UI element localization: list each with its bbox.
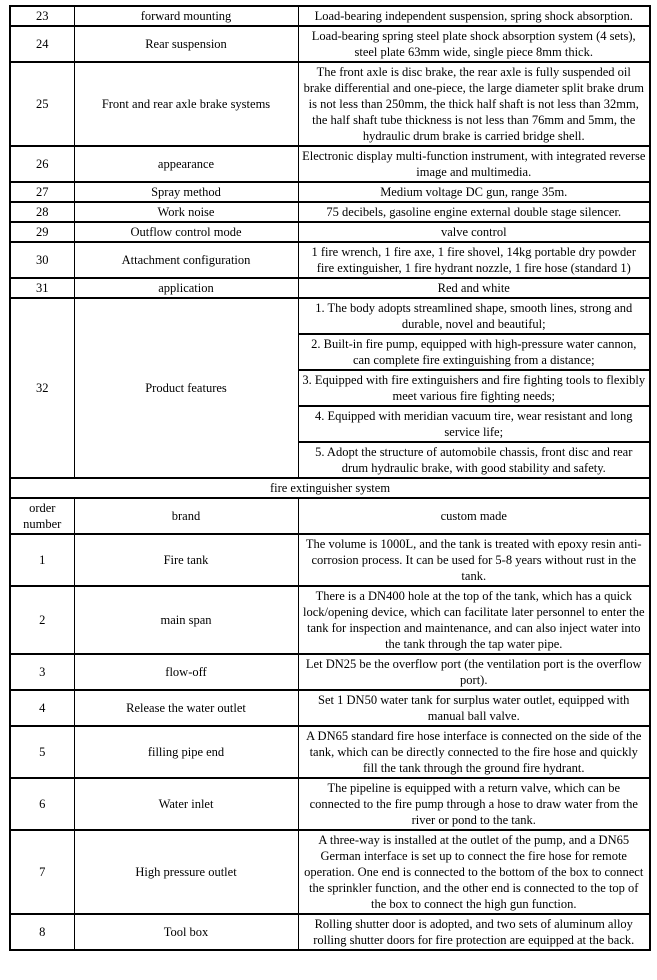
header-custom-made-cell: custom made (298, 498, 650, 534)
component-name-cell: High pressure outlet (74, 830, 298, 914)
specification-table (9, 5, 651, 951)
table-row (10, 778, 650, 830)
table-row (10, 534, 650, 586)
table-row (10, 182, 650, 202)
row-number-cell: 27 (10, 182, 74, 202)
table-row (10, 278, 650, 298)
component-name-cell: Work noise (74, 202, 298, 222)
row-number-cell: 7 (10, 830, 74, 914)
table-row (10, 586, 650, 654)
component-name-cell: Spray method (74, 182, 298, 202)
section-title: fire extinguisher system (10, 478, 650, 498)
component-name-cell: main span (74, 586, 298, 654)
table-row (10, 242, 650, 278)
description-cell: Electronic display multi-function instrument, with integrated reverse image and multimedia. (298, 146, 650, 182)
feature-item-cell: 3. Equipped with fire extinguishers and fire fighting tools to flexibly meet various fire fighting needs; (298, 370, 650, 406)
description-cell: Rolling shutter door is adopted, and two sets of aluminum alloy rolling shutter doors for fire protection are equipped at the back. (298, 914, 650, 950)
table-row (10, 222, 650, 242)
row-number-cell: 6 (10, 778, 74, 830)
component-name-cell: flow-off (74, 654, 298, 690)
description-cell: Set 1 DN50 water tank for surplus water outlet, equipped with manual ball valve. (298, 690, 650, 726)
component-name-cell: Release the water outlet (74, 690, 298, 726)
description-cell: A three-way is installed at the outlet of the pump, and a DN65 German interface is set up to connect the fire hose for remote operation. One end is connected to the bottom of the box to connect the sprinkler function, and the other end is connected to the top of the box to connect the high gun function. (298, 830, 650, 914)
component-name-cell: application (74, 278, 298, 298)
feature-item-cell: 1. The body adopts streamlined shape, smooth lines, strong and durable, novel and beautiful; (298, 298, 650, 334)
feature-item-cell: 4. Equipped with meridian vacuum tire, wear resistant and long service life; (298, 406, 650, 442)
component-name-cell: Rear suspension (74, 26, 298, 62)
row-number-cell: 4 (10, 690, 74, 726)
component-name-cell: Outflow control mode (74, 222, 298, 242)
table-row (10, 62, 650, 146)
header-order-number-cell: order number (10, 498, 74, 534)
table-row (10, 830, 650, 914)
description-cell: A DN65 standard fire hose interface is connected on the side of the tank, which can be directly connected to the fire hose and quickly fill the tank through the ground fire hydrant. (298, 726, 650, 778)
row-number-cell: 32 (10, 298, 74, 478)
table-row (10, 26, 650, 62)
table-row-product-features (10, 298, 650, 334)
row-number-cell: 30 (10, 242, 74, 278)
component-name-cell: Tool box (74, 914, 298, 950)
table-row (10, 690, 650, 726)
component-name-cell: Water inlet (74, 778, 298, 830)
description-cell: Let DN25 be the overflow port (the ventilation port is the overflow port). (298, 654, 650, 690)
feature-item-cell: 5. Adopt the structure of automobile chassis, front disc and rear drum hydraulic brake, with good stability and safety. (298, 442, 650, 478)
component-name-cell: Product features (74, 298, 298, 478)
component-name-cell: Attachment configuration (74, 242, 298, 278)
row-number-cell: 1 (10, 534, 74, 586)
row-number-cell: 26 (10, 146, 74, 182)
row-number-cell: 24 (10, 26, 74, 62)
description-cell: 75 decibels, gasoline engine external double stage silencer. (298, 202, 650, 222)
component-name-cell: Fire tank (74, 534, 298, 586)
section-title-row (10, 478, 650, 498)
description-cell: The pipeline is equipped with a return valve, which can be connected to the fire pump through a hose to draw water from the river or pond to the tank. (298, 778, 650, 830)
description-cell: Red and white (298, 278, 650, 298)
row-number-cell: 5 (10, 726, 74, 778)
row-number-cell: 31 (10, 278, 74, 298)
description-cell: Load-bearing independent suspension, spring shock absorption. (298, 6, 650, 26)
header-brand-cell: brand (74, 498, 298, 534)
row-number-cell: 25 (10, 62, 74, 146)
row-number-cell: 2 (10, 586, 74, 654)
component-name-cell: filling pipe end (74, 726, 298, 778)
table-row (10, 654, 650, 690)
component-name-cell: appearance (74, 146, 298, 182)
description-cell: 1 fire wrench, 1 fire axe, 1 fire shovel, 14kg portable dry powder fire extinguisher, 1 fire hydrant nozzle, 1 fire hose (standard 1) (298, 242, 650, 278)
table-row (10, 914, 650, 950)
description-cell: There is a DN400 hole at the top of the tank, which has a quick lock/opening device, which can facilitate later personnel to enter the tank for inspection and maintenance, and can also inject water into the tank through the tap water pipe. (298, 586, 650, 654)
description-cell: The volume is 1000L, and the tank is treated with epoxy resin anti-corrosion process. It can be used for 5-8 years without rust in the tank. (298, 534, 650, 586)
description-cell: Medium voltage DC gun, range 35m. (298, 182, 650, 202)
table-row (10, 202, 650, 222)
table-row (10, 726, 650, 778)
row-number-cell: 23 (10, 6, 74, 26)
description-cell: valve control (298, 222, 650, 242)
row-number-cell: 3 (10, 654, 74, 690)
row-number-cell: 28 (10, 202, 74, 222)
table-row (10, 146, 650, 182)
component-name-cell: forward mounting (74, 6, 298, 26)
row-number-cell: 29 (10, 222, 74, 242)
description-cell: Load-bearing spring steel plate shock absorption system (4 sets), steel plate 63mm wide, single piece 8mm thick. (298, 26, 650, 62)
table-row (10, 6, 650, 26)
component-name-cell: Front and rear axle brake systems (74, 62, 298, 146)
header-row (10, 498, 650, 534)
feature-item-cell: 2. Built-in fire pump, equipped with high-pressure water cannon, can complete fire extinguishing from a distance; (298, 334, 650, 370)
description-cell: The front axle is disc brake, the rear axle is fully suspended oil brake differential and one-piece, the large diameter split brake drum is not less than 250mm, the thick half shaft is not less than 32mm, the half shaft tube thickness is not less than 76mm and 5mm, the hydraulic drum brake is carried bridge shell. (298, 62, 650, 146)
row-number-cell: 8 (10, 914, 74, 950)
